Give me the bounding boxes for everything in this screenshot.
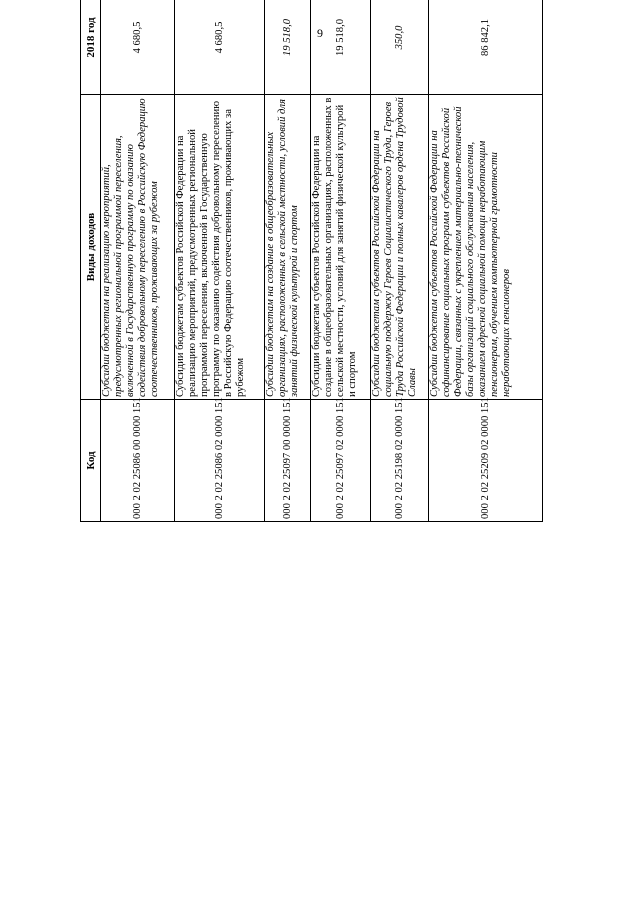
row-value-2018: 350,0 [371,0,429,95]
header-income-type: Виды доходов [81,95,101,400]
page-number: 9 [317,26,323,40]
table-row [429,0,543,522]
row-description: Субсидии бюджетам на создание в общеобразовательных организациях, расположенных в сельской местности, условий для занятий физической культурой и спортом [265,95,311,400]
row-code: 000 2 02 25097 02 0000 151 [311,400,371,522]
row-value-2018: 19 518,0 [265,0,311,95]
rotated-table-frame [80,0,542,522]
row-code: 000 2 02 25209 02 0000 151 [429,400,543,522]
table-row [265,0,311,522]
row-code: 000 2 02 25097 00 0000 151 [265,400,311,522]
row-description: Субсидии бюджетам субъектов Российской Федерации на реализацию мероприятий, предусмотренных региональной программой переселения, включенной в Государственную программу по оказанию содействия добровольному переселению в Российскую Федерацию соотечественников, проживающих за рубежом [175,95,265,400]
row-value-2018: 4 680,5 [101,0,175,95]
row-value-2018: 19 518,0 [311,0,371,95]
row-value-2018: 86 842,1 [429,0,543,95]
table-row [311,0,371,522]
header-2018: 2018 год [81,0,101,95]
table-row [101,0,175,522]
row-code: 000 2 02 25086 00 0000 151 [101,400,175,522]
row-description: Субсидии бюджетам субъектов Российской Федерации на создание в общеобразовательных организациях, расположенных в сельской местности, условий для занятий физической культурой и спортом [311,95,371,400]
table-header-row [81,0,101,522]
table-row [175,0,265,522]
row-description: Субсидии бюджетам субъектов Российской Федерации на социальную поддержку Героев Социалистического Труда, Героев Труда Российской Федерации и полных кавалеров ордена Трудовой Славы [371,95,429,400]
row-code: 000 2 02 25198 02 0000 151 [371,400,429,522]
row-description: Субсидии бюджетам на реализацию мероприятий, предусмотренных региональной программой переселения, включенной в Государственную программу по оказанию содействия добровольному переселению в Российскую Федерацию соотечественников, проживающих за рубежом [101,95,175,400]
row-description: Субсидии бюджетам субъектов Российской Федерации на софинансирование социальных программ субъектов Российской Федерации, связанных с укреплением материально-технической базы организаций социального обслуживания населения, оказанием адресной социальной помощи неработающим пенсионерам, обучением компьютерной грамотности неработающих пенсионеров [429,95,543,400]
table-row [371,0,429,522]
row-value-2018: 4 680,5 [175,0,265,95]
header-code: Код [81,400,101,522]
income-table [80,0,543,522]
table-container [80,17,542,830]
row-code: 000 2 02 25086 02 0000 151 [175,400,265,522]
